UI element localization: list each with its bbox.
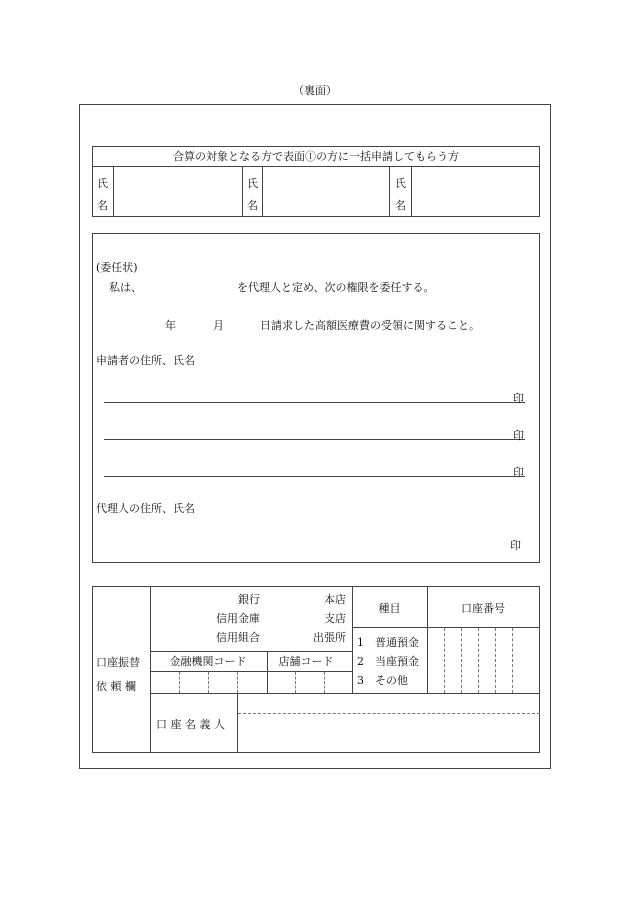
name-label-1-top: 氏 [97,177,108,190]
seal-1: 印 [513,392,524,405]
institution-code-field[interactable] [150,671,266,691]
name-label-1-bottom: 名 [97,199,108,212]
agent-label: 代理人の住所、氏名 [96,502,195,515]
combined-applicants-header: 合算の対象となる方で表面①の方に一括申請してもらう方 [93,147,539,167]
transfer-label-2: 依 頼 欄 [96,680,136,693]
bank-type-bank: 銀行 [238,593,260,606]
branch-type-branch: 支店 [324,612,346,625]
account-holder-field[interactable] [237,693,539,752]
branch-code-label: 店舗コード [278,655,334,668]
account-number-field[interactable] [427,627,539,692]
transfer-label-1: 口座振替 [96,656,140,669]
day-request-text: 日請求した高額医療費の受領に関すること。 [260,319,480,332]
month-label: 月 [213,319,224,332]
seal-agent: 印 [510,539,521,552]
kind-option-other[interactable]: 3 その他 [357,674,408,687]
year-label: 年 [165,319,176,332]
applicant-label: 申請者の住所、氏名 [96,354,195,367]
branch-type-main: 本店 [324,593,346,606]
name-label-3-bottom: 名 [395,199,406,212]
name-field-2[interactable] [263,167,388,217]
name-field-3[interactable] [412,167,539,217]
applicant-line-2[interactable] [104,439,525,440]
seal-3: 印 [513,466,524,479]
kind-option-current[interactable]: 2 当座預金 [357,655,419,668]
account-number-header: 口座番号 [461,602,505,615]
name-label-2-bottom: 名 [247,199,258,212]
account-holder-label: 口 座 名 義 人 [156,718,225,731]
proxy-title: (委任状) [96,261,138,274]
bank-type-shinkin: 信用金庫 [216,612,260,625]
bank-type-kumiai: 信用組合 [216,631,260,644]
name-label-3-top: 氏 [395,177,406,190]
applicant-line-1[interactable] [104,402,525,403]
kind-option-ordinary[interactable]: 1 普通預金 [357,636,419,649]
name-field-1[interactable] [114,167,241,217]
branch-code-field[interactable] [266,671,346,691]
name-label-2-top: 氏 [247,177,258,190]
seal-2: 印 [513,429,524,442]
kind-header: 種目 [378,602,401,615]
agent-name-field[interactable] [146,276,236,292]
institution-code-label: 金融機関コード [169,655,247,668]
page-heading: （裏面） [293,84,337,97]
combined-applicants-table [92,146,540,217]
applicant-line-3[interactable] [104,476,525,477]
proxy-line1-prefix: 私は、 [109,281,142,294]
branch-type-office: 出張所 [313,631,346,644]
proxy-line1-suffix: を代理人と定め、次の権限を委任する。 [237,281,435,294]
